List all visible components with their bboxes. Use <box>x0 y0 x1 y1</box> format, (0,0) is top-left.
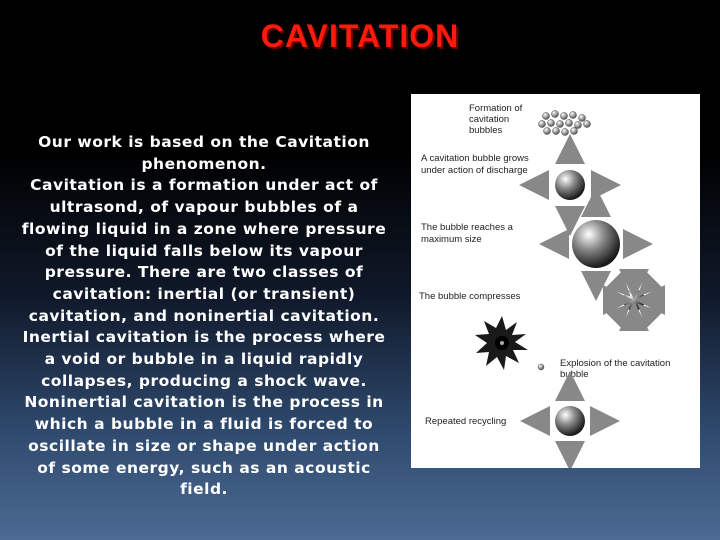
cavitation-diagram <box>411 94 700 468</box>
body-paragraph-intro: Our work is based on the Cavitation phenomenon. <box>38 133 370 173</box>
label-compress: The bubble compresses <box>419 291 521 302</box>
cavitation-diagram-svg <box>411 94 700 468</box>
label-grows-line1: A cavitation bubble grows <box>421 153 529 164</box>
label-formation-line3: bubbles <box>469 125 503 136</box>
label-max-line1: The bubble reaches a <box>421 222 513 233</box>
label-formation-line1: Formation of <box>469 103 523 114</box>
label-grows-line2: under action of discharge <box>421 165 528 176</box>
small-bubbles-cluster <box>539 111 591 136</box>
bubble-stage-recycling <box>535 386 605 456</box>
slide-body-text <box>20 132 388 501</box>
bubble-explosion <box>475 316 544 370</box>
bubble-stage-maximum <box>554 202 638 286</box>
label-formation-line2: cavitation <box>469 114 510 125</box>
bubble-stage-compressing <box>606 272 662 328</box>
label-recycle: Repeated recycling <box>425 416 507 427</box>
label-explosion-line2: bubble <box>560 369 589 380</box>
label-max-line2: maximum size <box>421 234 482 245</box>
body-paragraph-definition: Cavitation is a formation under act of ultrasond, of vapour bubbles of a flowing liquid in a zone where pressure of the liquid falls below its vapour pressure. There are two classes of cavitation: inertial (or transient) cavitation, and noninertial cavitation. Inertial cavitation is the process where a void or bubble in a liquid rapidly collapses, producing a shock wave. Noninertial cavitation is the process in which a bubble in a fluid is forced to oscillate in size or shape under action of some energy, such as an acoustic field. <box>21 176 387 499</box>
slide-title: CAVITATION <box>260 18 460 54</box>
label-explosion-line1: Explosion of the cavitation <box>560 358 671 369</box>
